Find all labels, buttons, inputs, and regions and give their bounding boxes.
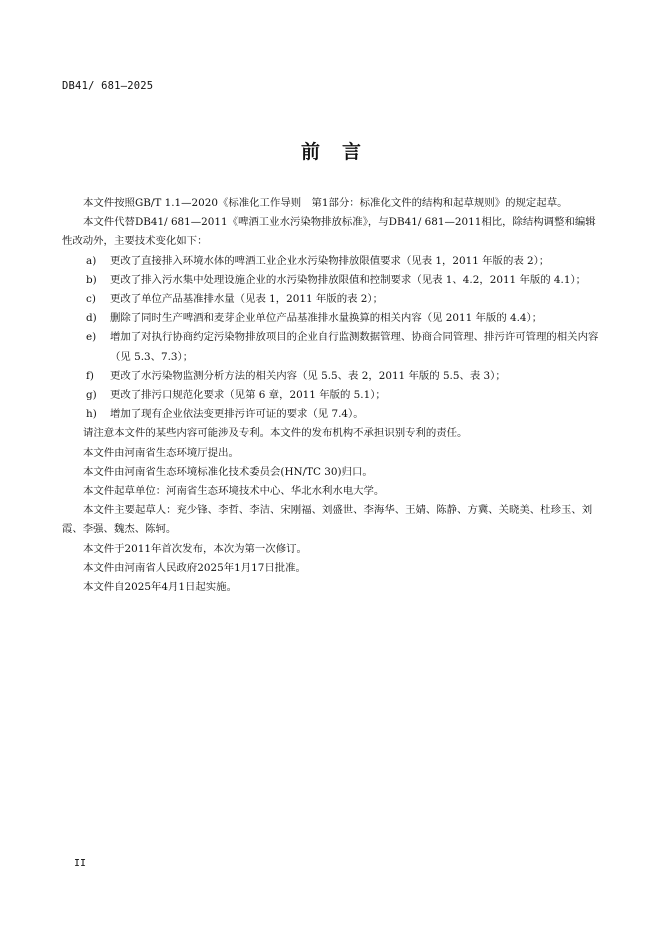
list-item-text: 更改了排入污水集中处理设施企业的水污染物排放限值和控制要求（见表 1、4.2，2011 年版的 4.1）； bbox=[110, 273, 587, 286]
paragraph-first-release: 本文件于2011年首次发布，本次为第一次修订。 bbox=[83, 542, 307, 555]
paragraph-committee: 本文件由河南省生态环境标准化技术委员会(HN/TC 30)归口。 bbox=[83, 465, 373, 478]
list-marker: c) bbox=[86, 293, 96, 306]
list-item bbox=[62, 367, 602, 386]
list-item-text: 增加了现有企业依法变更排污许可证的要求（见 7.4）。 bbox=[110, 408, 364, 421]
list-item bbox=[62, 386, 602, 405]
list-marker: d) bbox=[86, 312, 97, 325]
list-marker: b) bbox=[86, 273, 97, 286]
list-item-text: 更改了单位产品基准排水量（见表 1，2011 年版的表 2）； bbox=[110, 293, 383, 306]
list-item-text: 增加了对执行协商约定污染物排放项目的企业自行监测数据管理、协商合同管理、排污许可管理的相关内容（见 5.3、7.3）； bbox=[110, 331, 599, 363]
list-marker: f) bbox=[86, 369, 94, 382]
paragraph-effective-date: 本文件自2025年4月1日起实施。 bbox=[83, 581, 237, 594]
document-code: DB41/ 681—2025 bbox=[62, 80, 154, 92]
list-item-text: 更改了直接排入环境水体的啤酒工业企业水污染物排放限值要求（见表 1，2011 年版的表 2）； bbox=[110, 254, 550, 267]
list-item bbox=[62, 309, 602, 328]
page-title: 前言 bbox=[300, 141, 383, 163]
list-item-text: 更改了排污口规范化要求（见第 6 章，2011 年版的 5.1）； bbox=[110, 389, 386, 402]
list-marker: h) bbox=[86, 408, 97, 421]
list-item bbox=[62, 271, 602, 290]
paragraph-patent-notice: 请注意本文件的某些内容可能涉及专利。本文件的发布机构不承担识别专利的责任。 bbox=[83, 427, 468, 440]
paragraph-drafters: 本文件主要起草人：兖少锋、李哲、李洁、宋刚福、刘盛世、李海华、王婧、陈静、方冀、关晓美、杜珍玉、刘霞、李强、魏杰、陈轲。 bbox=[62, 504, 593, 536]
list-item bbox=[62, 290, 602, 309]
paragraph-drafting-units: 本文件起草单位：河南省生态环境技术中心、华北水利水电大学。 bbox=[83, 485, 385, 498]
list-item bbox=[62, 328, 602, 366]
list-item-text: 删除了同时生产啤酒和麦芽企业单位产品基准排水量换算的相关内容（见 2011 年版的 4.4）； bbox=[110, 312, 543, 325]
paragraph-replacement: 本文件代替DB41/ 681—2011《啤酒工业水污染物排放标准》，与DB41/ 681—2011相比，除结构调整和编辑性改动外，主要技术变化如下： bbox=[62, 216, 596, 248]
list-item bbox=[62, 252, 602, 271]
list-marker: e) bbox=[86, 331, 97, 344]
list-item-text: 更改了水污染物监测分析方法的相关内容（见 5.5、表 2，2011 年版的 5.5、表 3）； bbox=[110, 369, 506, 382]
list-item bbox=[62, 405, 602, 424]
paragraph-approval: 本文件由河南省人民政府2025年1月17日批准。 bbox=[83, 561, 306, 574]
page-number: II bbox=[74, 858, 87, 869]
list-marker: a) bbox=[86, 254, 97, 267]
document-body bbox=[62, 194, 602, 597]
paragraph-drafting-rule: 本文件按照GB/T 1.1—2020《标准化工作导则 第1部分：标准化文件的结构和起草规则》的规定起草。 bbox=[83, 197, 568, 209]
list-marker: g) bbox=[86, 389, 97, 402]
paragraph-proposer: 本文件由河南省生态环境厅提出。 bbox=[83, 446, 239, 459]
